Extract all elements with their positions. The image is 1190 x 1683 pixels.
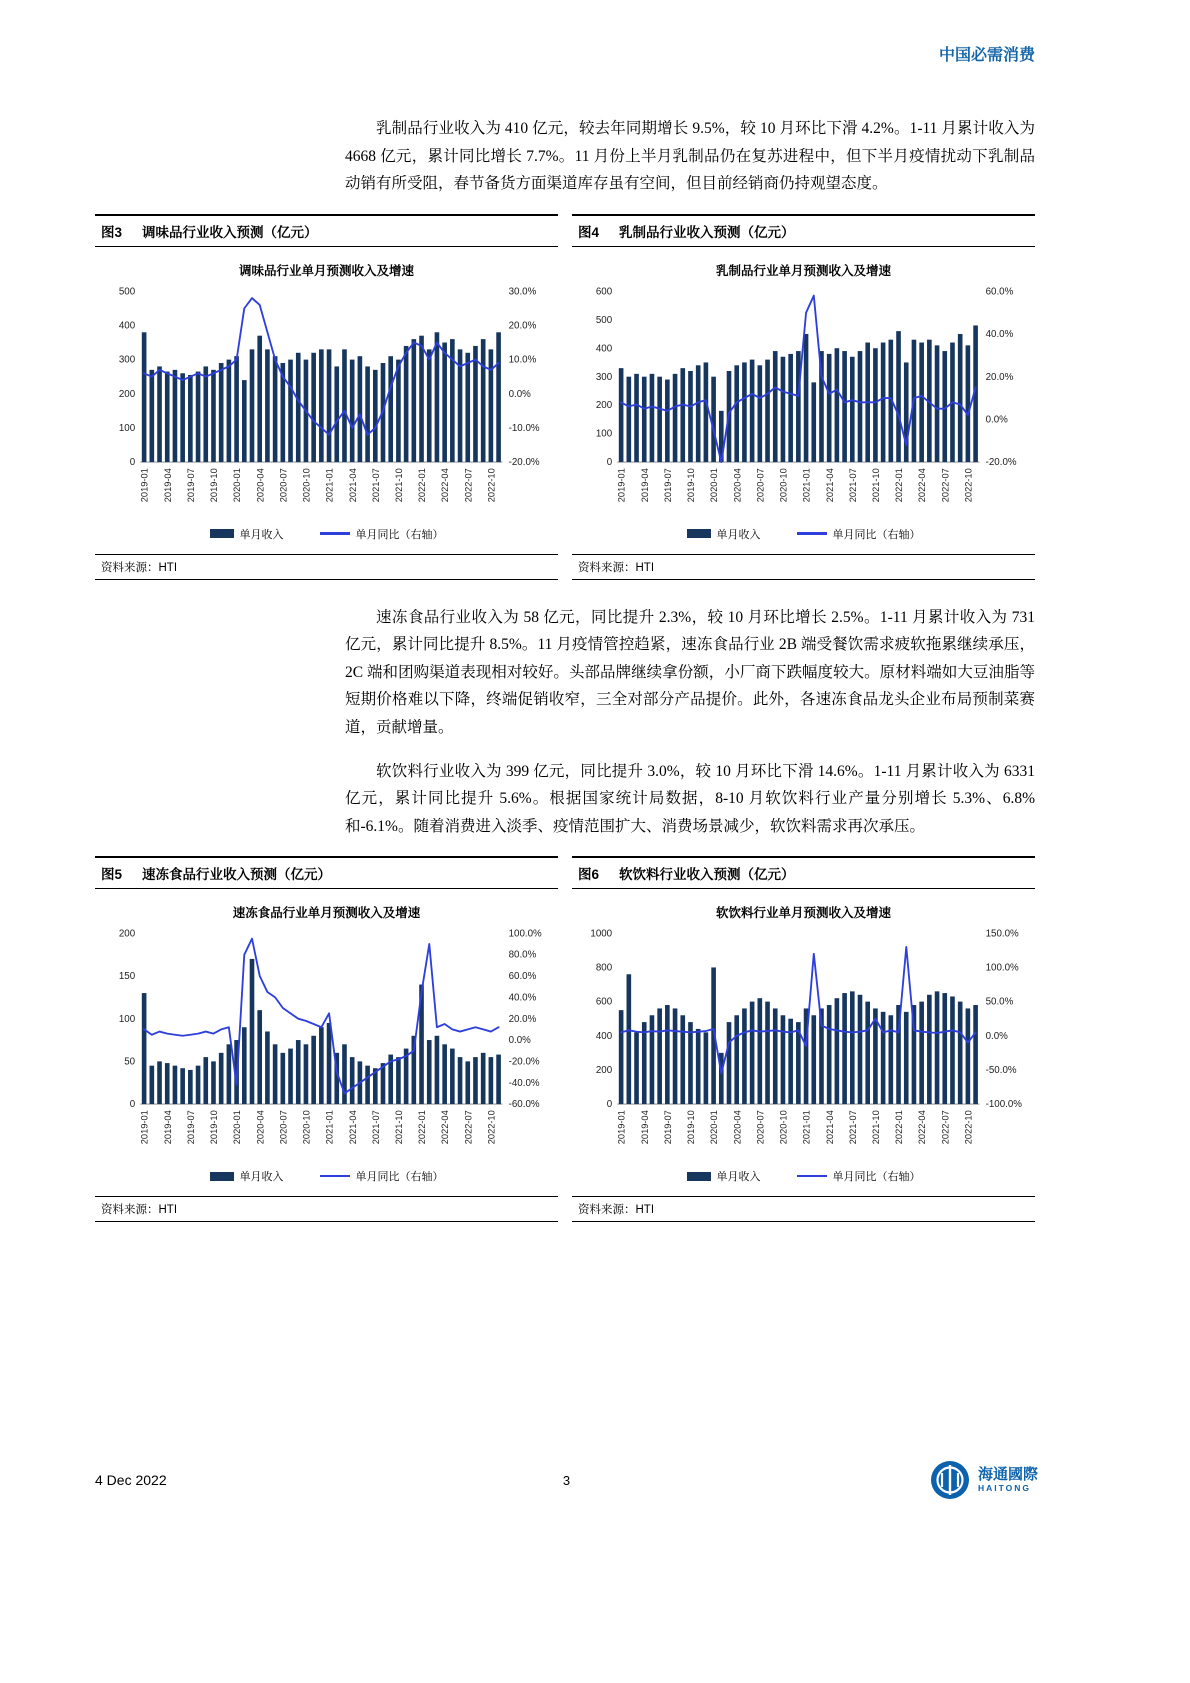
source-prefix: 资料来源： <box>578 1204 636 1217</box>
svg-text:0.0%: 0.0% <box>508 1035 531 1047</box>
svg-text:2020-01: 2020-01 <box>232 1110 243 1145</box>
legend-item-line <box>320 1168 444 1184</box>
bar-swatch-icon <box>687 529 711 538</box>
figure-3-title: 调味品行业收入预测（亿元） <box>142 224 318 240</box>
legend-line-label: 单月同比（右轴） <box>832 1171 921 1184</box>
svg-text:2021-07: 2021-07 <box>370 467 381 502</box>
svg-text:0: 0 <box>129 1099 136 1111</box>
legend-item-line <box>797 526 921 542</box>
paragraph-soft-drinks: 软饮料行业收入为 399 亿元，同比提升 3.0%，较 10 月环比下滑 14.6%。1-11 月累计收入为 6331 亿元，累计同比提升 5.6%。根据国家统计局数据，8-10 月软饮料行业产量分别增长 5.3%、6.8%和-6.1%。随着消费进入淡季、疫情范围扩大、消费场景减少，软饮料需求再次承压。 <box>345 762 1035 835</box>
line-swatch-icon <box>797 532 827 535</box>
haitong-logo-text <box>978 1466 1038 1493</box>
svg-text:2021-04: 2021-04 <box>347 1110 358 1145</box>
figure-5-panel <box>95 856 558 1222</box>
svg-text:300: 300 <box>118 354 136 366</box>
svg-text:2019-04: 2019-04 <box>162 1110 173 1145</box>
svg-text:2019-10: 2019-10 <box>209 1110 220 1145</box>
figure-4-chart-title: 乳制品行业单月预测收入及增速 <box>715 263 891 278</box>
svg-text:2021-10: 2021-10 <box>871 1110 882 1145</box>
svg-text:800: 800 <box>595 962 613 974</box>
svg-text:2022-10: 2022-10 <box>486 467 497 502</box>
svg-text:2022-01: 2022-01 <box>894 1110 905 1145</box>
svg-text:2020-01: 2020-01 <box>232 467 243 502</box>
svg-text:2021-04: 2021-04 <box>824 1110 835 1145</box>
svg-text:2019-10: 2019-10 <box>209 467 220 502</box>
legend-line-label: 单月同比（右轴） <box>832 528 921 541</box>
svg-text:2020-01: 2020-01 <box>709 1110 720 1145</box>
svg-text:2019-04: 2019-04 <box>639 1110 650 1145</box>
svg-text:0.0%: 0.0% <box>985 1031 1008 1043</box>
legend-bar-label: 单月收入 <box>239 528 284 541</box>
svg-text:150.0%: 150.0% <box>985 928 1019 940</box>
figure-6-title: 软饮料行业收入预测（亿元） <box>619 867 795 883</box>
svg-text:2022-04: 2022-04 <box>917 467 928 502</box>
svg-text:2021-07: 2021-07 <box>847 467 858 502</box>
figure-6-source <box>572 1196 1035 1222</box>
svg-text:2021-04: 2021-04 <box>347 467 358 502</box>
figure-4-source <box>572 554 1035 580</box>
legend-item-bar <box>210 1168 284 1184</box>
paragraph-frozen-food: 速冻食品行业收入为 58 亿元，同比提升 2.3%，较 10 月环比增长 2.5%。1-11 月累计收入为 731 亿元，累计同比提升 8.5%。11 月疫情管控趋紧，速冻食品行业 2B 端受餐饮需求疲软拖累继续承压，2C 端和团购渠道表现相对较好。头部品牌继续拿份额，小厂商下跌幅度较大。原材料端如大豆油脂等短期价格难以下降，终端促销收窄，三全对部分产品提价。此外，各速冻食品龙头企业布局预制菜赛道，贡献增量。 <box>345 608 1035 736</box>
svg-text:100: 100 <box>595 428 613 440</box>
figure-3-panel <box>95 214 558 580</box>
legend-item-bar <box>687 1168 761 1184</box>
svg-text:2022-07: 2022-07 <box>940 1110 951 1145</box>
svg-text:2021-10: 2021-10 <box>394 467 405 502</box>
svg-text:40.0%: 40.0% <box>508 992 537 1004</box>
svg-text:2020-04: 2020-04 <box>255 467 266 502</box>
svg-text:-40.0%: -40.0% <box>508 1078 540 1090</box>
svg-text:0.0%: 0.0% <box>985 414 1008 426</box>
page-footer <box>95 1452 1038 1508</box>
source-value: HTI <box>158 1204 178 1217</box>
source-prefix: 资料来源： <box>578 561 636 574</box>
figure-3-chart-svg <box>95 281 558 526</box>
svg-text:10.0%: 10.0% <box>508 354 537 366</box>
haitong-logo-icon <box>930 1460 970 1500</box>
line-swatch-icon <box>320 1175 350 1178</box>
bar-swatch-icon <box>210 529 234 538</box>
svg-text:2021-01: 2021-01 <box>801 1110 812 1145</box>
svg-text:-50.0%: -50.0% <box>985 1065 1017 1077</box>
svg-text:2019-07: 2019-07 <box>185 1110 196 1145</box>
svg-text:600: 600 <box>595 996 613 1008</box>
figure-4-chart-svg <box>572 281 1035 526</box>
figure-3-header <box>95 214 558 247</box>
svg-text:2020-10: 2020-10 <box>778 467 789 502</box>
page-number: 3 <box>562 1472 571 1488</box>
svg-text:100.0%: 100.0% <box>985 962 1019 974</box>
svg-text:50: 50 <box>124 1056 136 1068</box>
svg-text:2022-01: 2022-01 <box>894 467 905 502</box>
source-value: HTI <box>635 561 655 574</box>
svg-text:40.0%: 40.0% <box>985 328 1014 340</box>
svg-text:200: 200 <box>595 399 613 411</box>
svg-text:50.0%: 50.0% <box>985 996 1014 1008</box>
figure-6-panel <box>572 856 1035 1222</box>
svg-text:2021-10: 2021-10 <box>394 1110 405 1145</box>
svg-text:600: 600 <box>595 286 613 298</box>
svg-text:-20.0%: -20.0% <box>508 1056 540 1068</box>
svg-text:2020-10: 2020-10 <box>301 467 312 502</box>
svg-text:200: 200 <box>118 928 136 940</box>
figure-6-chart-svg <box>572 923 1035 1168</box>
svg-text:2022-01: 2022-01 <box>417 467 428 502</box>
svg-text:-100.0%: -100.0% <box>985 1099 1022 1111</box>
svg-text:2021-04: 2021-04 <box>824 467 835 502</box>
svg-text:2022-07: 2022-07 <box>463 467 474 502</box>
svg-text:2022-10: 2022-10 <box>486 1110 497 1145</box>
svg-text:2020-04: 2020-04 <box>255 1110 266 1145</box>
figure-6-chart-title: 软饮料行业单月预测收入及增速 <box>715 906 891 921</box>
svg-text:30.0%: 30.0% <box>508 286 537 298</box>
svg-text:20.0%: 20.0% <box>508 320 537 332</box>
figure-3-label: 图3 <box>101 224 123 240</box>
source-value: HTI <box>158 561 178 574</box>
svg-text:60.0%: 60.0% <box>985 286 1014 298</box>
svg-text:2019-01: 2019-01 <box>616 1110 627 1145</box>
svg-text:20.0%: 20.0% <box>985 371 1014 383</box>
svg-text:0: 0 <box>606 1099 613 1111</box>
svg-text:2019-07: 2019-07 <box>662 467 673 502</box>
legend-line-label: 单月同比（右轴） <box>355 528 444 541</box>
svg-text:150: 150 <box>118 971 136 983</box>
svg-text:2022-04: 2022-04 <box>440 1110 451 1145</box>
bar-swatch-icon <box>687 1172 711 1181</box>
svg-text:2019-07: 2019-07 <box>185 467 196 502</box>
header <box>95 42 1035 65</box>
svg-text:-20.0%: -20.0% <box>985 456 1017 468</box>
legend-bar-label: 单月收入 <box>239 1171 284 1184</box>
body-paragraph-block-2 <box>345 604 1035 841</box>
figure-6-legend <box>572 1168 1035 1184</box>
line-swatch-icon <box>320 532 350 535</box>
svg-text:2020-07: 2020-07 <box>755 1110 766 1145</box>
figures-row-1 <box>95 214 1035 580</box>
source-prefix: 资料来源： <box>101 561 159 574</box>
svg-text:2020-10: 2020-10 <box>301 1110 312 1145</box>
figure-3-source <box>95 554 558 580</box>
figure-5-title: 速冻食品行业收入预测（亿元） <box>142 867 332 883</box>
svg-text:2022-10: 2022-10 <box>963 467 974 502</box>
svg-text:2021-01: 2021-01 <box>324 1110 335 1145</box>
svg-text:2021-01: 2021-01 <box>324 467 335 502</box>
svg-text:20.0%: 20.0% <box>508 1014 537 1026</box>
svg-text:2020-04: 2020-04 <box>732 1110 743 1145</box>
svg-text:-10.0%: -10.0% <box>508 422 540 434</box>
svg-text:2022-04: 2022-04 <box>440 467 451 502</box>
svg-text:2020-07: 2020-07 <box>755 467 766 502</box>
source-prefix: 资料来源： <box>101 1204 159 1217</box>
figure-4-label: 图4 <box>578 224 600 240</box>
svg-text:0: 0 <box>129 456 136 468</box>
figure-5-legend <box>95 1168 558 1184</box>
svg-text:2021-01: 2021-01 <box>801 467 812 502</box>
figure-4-panel <box>572 214 1035 580</box>
svg-text:80.0%: 80.0% <box>508 949 537 961</box>
svg-text:100: 100 <box>118 422 136 434</box>
footer-date: 4 Dec 2022 <box>95 1472 167 1488</box>
svg-text:0.0%: 0.0% <box>508 388 531 400</box>
figure-3-legend <box>95 526 558 542</box>
figure-4-legend <box>572 526 1035 542</box>
logo-text-en: HAITONG <box>977 1482 1032 1493</box>
svg-text:100: 100 <box>118 1014 136 1026</box>
svg-text:500: 500 <box>595 314 613 326</box>
svg-text:2022-04: 2022-04 <box>917 1110 928 1145</box>
figure-5-chart-svg <box>95 923 558 1168</box>
svg-text:2022-07: 2022-07 <box>940 467 951 502</box>
figures-row-2 <box>95 856 1035 1222</box>
svg-text:2019-04: 2019-04 <box>162 467 173 502</box>
logo-text-cn: 海通國際 <box>977 1466 1038 1484</box>
legend-bar-label: 单月收入 <box>716 528 761 541</box>
svg-text:2019-10: 2019-10 <box>686 467 697 502</box>
svg-text:2022-01: 2022-01 <box>417 1110 428 1145</box>
bar-swatch-icon <box>210 1172 234 1181</box>
svg-text:2020-07: 2020-07 <box>278 467 289 502</box>
legend-item-bar <box>210 526 284 542</box>
svg-text:400: 400 <box>595 343 613 355</box>
svg-text:2019-04: 2019-04 <box>639 467 650 502</box>
svg-text:200: 200 <box>118 388 136 400</box>
line-swatch-icon <box>797 1175 827 1178</box>
figure-5-chart-title: 速冻食品行业单月预测收入及增速 <box>232 906 421 921</box>
svg-text:400: 400 <box>595 1031 613 1043</box>
svg-text:200: 200 <box>595 1065 613 1077</box>
svg-text:2021-10: 2021-10 <box>871 467 882 502</box>
svg-text:100.0%: 100.0% <box>508 928 542 940</box>
figure-3-chart-title: 调味品行业单月预测收入及增速 <box>238 263 414 278</box>
svg-text:-60.0%: -60.0% <box>508 1099 540 1111</box>
svg-text:2020-04: 2020-04 <box>732 467 743 502</box>
svg-text:60.0%: 60.0% <box>508 971 537 983</box>
source-value: HTI <box>635 1204 655 1217</box>
svg-text:2019-10: 2019-10 <box>686 1110 697 1145</box>
svg-text:500: 500 <box>118 286 136 298</box>
figure-6-label: 图6 <box>578 867 600 883</box>
svg-text:2021-07: 2021-07 <box>370 1110 381 1145</box>
brand-text: 中国必需消费 <box>938 47 1035 64</box>
legend-item-bar <box>687 526 761 542</box>
svg-text:2020-10: 2020-10 <box>778 1110 789 1145</box>
svg-text:300: 300 <box>595 371 613 383</box>
legend-bar-label: 单月收入 <box>716 1171 761 1184</box>
figure-4-title: 乳制品行业收入预测（亿元） <box>619 224 795 240</box>
svg-text:2022-10: 2022-10 <box>963 1110 974 1145</box>
body-paragraph-block-1 <box>345 115 1035 198</box>
svg-text:1000: 1000 <box>590 928 613 940</box>
svg-text:2020-01: 2020-01 <box>709 467 720 502</box>
figure-5-header <box>95 856 558 889</box>
legend-item-line <box>797 1168 921 1184</box>
figure-5-source <box>95 1196 558 1222</box>
svg-text:-20.0%: -20.0% <box>508 456 540 468</box>
svg-text:2019-01: 2019-01 <box>139 1110 150 1145</box>
legend-item-line <box>320 526 444 542</box>
svg-text:2022-07: 2022-07 <box>463 1110 474 1145</box>
figure-6-header <box>572 856 1035 889</box>
haitong-logo <box>930 1460 1038 1500</box>
svg-text:0: 0 <box>606 456 613 468</box>
svg-text:400: 400 <box>118 320 136 332</box>
legend-line-label: 单月同比（右轴） <box>355 1171 444 1184</box>
paragraph-dairy: 乳制品行业收入为 410 亿元，较去年同期增长 9.5%，较 10 月环比下滑 4.2%。1-11 月累计收入为 4668 亿元，累计同比增长 7.7%。11 月份上半月乳制品仍在复苏进程中，但下半月疫情扰动下乳制品动销有所受阻，春节备货方面渠道库存虽有空间，但目前经销商仍持观望态度。 <box>345 120 1035 193</box>
svg-text:2019-01: 2019-01 <box>139 467 150 502</box>
svg-text:2020-07: 2020-07 <box>278 1110 289 1145</box>
figure-4-header <box>572 214 1035 247</box>
figure-5-label: 图5 <box>101 867 123 883</box>
svg-text:2019-07: 2019-07 <box>662 1110 673 1145</box>
svg-text:2021-07: 2021-07 <box>847 1110 858 1145</box>
svg-text:2019-01: 2019-01 <box>616 467 627 502</box>
